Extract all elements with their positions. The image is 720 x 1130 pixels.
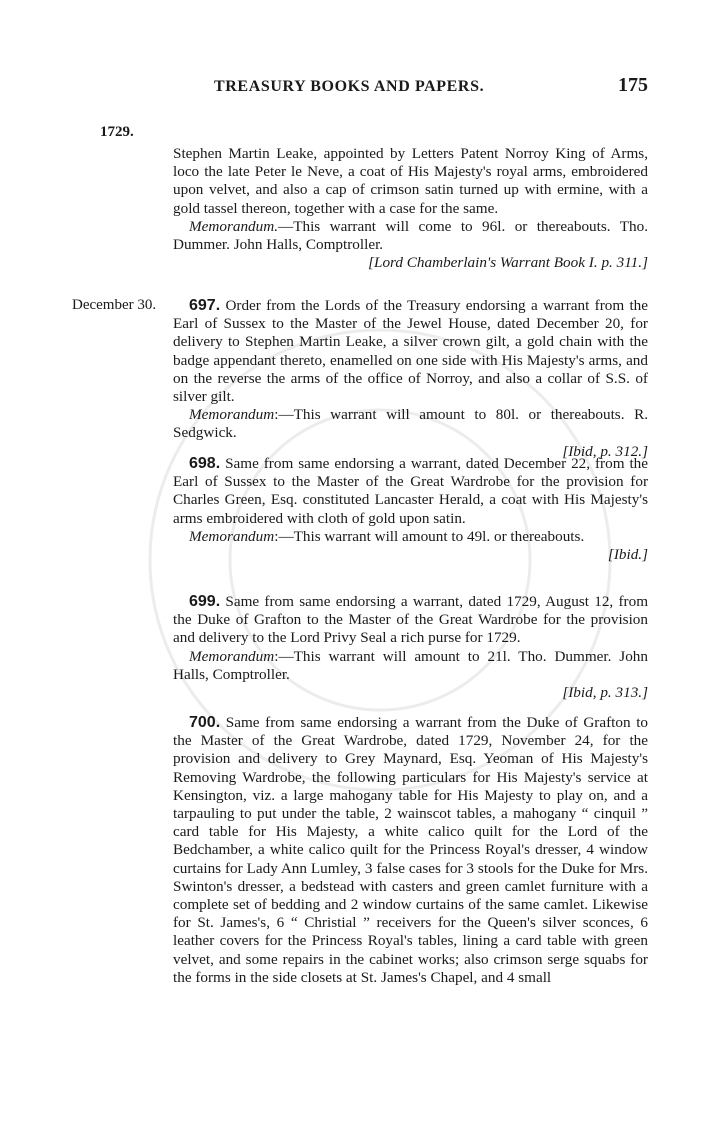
entry-text: Same from same endorsing a warrant, dated 1729, August 12, from the Duke of Grafton to the Master of the Great Wardrobe for the provision and delivery to the Lord Privy Seal a rich purse for 1729.: [173, 593, 649, 647]
memo-label: Memorandum: [189, 647, 275, 665]
entry-number: 697.: [189, 297, 221, 314]
running-title: TREASURY BOOKS AND PAPERS.: [214, 78, 485, 95]
memo-label: Memorandum: [189, 527, 275, 545]
entry-text: Same from same endorsing a warrant, dated December 22, from the Earl of Sussex to the Master of the Great Wardrobe for the provision for Charles Green, Esq. constituted Lancaster Herald, a coat with His Majesty's arms embroidered with cloth of gold upon satin.: [173, 455, 648, 527]
entry-number: 699.: [189, 593, 221, 610]
entry-699-body: [173, 593, 648, 648]
entry-699-citation: [Ibid, p. 313.]: [562, 684, 648, 702]
memo-label: Memorandum: [189, 406, 275, 424]
margin-year: 1729.: [100, 124, 134, 140]
margin-date: December 30.: [72, 297, 157, 313]
entry-698: [173, 455, 648, 564]
memo-text: :—This warrant will amount to 49l. or thereabouts.: [274, 527, 585, 545]
entry-number: 698.: [189, 455, 221, 472]
entry-697-body: [173, 297, 648, 406]
entry-697: [173, 297, 648, 461]
entry-700-body: [173, 714, 648, 987]
entry-continued-citation: [Lord Chamberlain's Warrant Book I. p. 311.]: [368, 254, 648, 272]
entry-continued: [173, 145, 648, 272]
entry-698-citation: [Ibid.]: [607, 546, 648, 564]
entry-699: [173, 593, 648, 702]
entry-698-body: [173, 455, 648, 528]
entry-text: Same from same endorsing a warrant from the Duke of Grafton to the Master of the Great Wardrobe, dated 1729, November 24, for the provision and delivery to Grey Maynard, Esq. Yeoman of His Majesty's Removing Wardrobe, the following particulars for His Majesty's service at Kensington, viz. a large mahogany table for His Majesty to play on, and a tarpauling to put under the table, 2 wainscot tables, a mahogany “ cinquil ” card table for His Majesty, a white calico quilt for the Lord of the Bedchamber, a white calico quilt for the Princess Royal's dresser, 4 window curtains for Lady Ann Lumley, 3 false cases for 3 stools for the Duke for Mrs. Swinton's dresser, a bedstead with casters and green camlet furniture with a complete set of bedding and 2 window curtains of the same camlet. Likewise for St. James's, 6 “ Christial ” receivers for the Queen's silver sconces, 6 leather covers for the Princess Royal's tables, lining a card table with green velvet, and some repairs in the cabinet works; also crimson serge squabs for the forms in the side closets at St. James's Chapel, and 4 small: [173, 714, 649, 986]
memo-text: :—This warrant will amount to 80l. or thereabouts. R. Sedgwick.: [173, 406, 648, 442]
entry-continued-body: Stephen Martin Leake, appointed by Letters Patent Norroy King of Arms, loco the late Peter le Neve, a coat of His Majesty's royal arms, embroidered upon velvet, and also a cap of crimson satin turned up with ermine, with a gold tassel thereon, together with a case for the same.: [173, 145, 648, 217]
entry-697-citation: [Ibid, p. 312.]: [562, 442, 648, 460]
memo-text: —This warrant will come to 96l. or thereabouts. Tho. Dummer. John Halls, Comptroller.: [173, 217, 648, 254]
entry-text: Order from the Lords of the Treasury endorsing a warrant from the Earl of Sussex to the Master of the Jewel House, dated December 20, for delivery to Stephen Martin Leake, a silver crown gilt, a gold chain with the badge appendant thereto, enamelled on one side with His Majesty's arms, and on the reverse the arms of the office of Norroy, and also a collar of S.S. of silver gilt.: [173, 297, 649, 406]
page-number: 175: [618, 74, 648, 96]
memo-text: :—This warrant will amount to 21l. Tho. Dummer. John Halls, Comptroller.: [173, 647, 648, 683]
entry-number: 700.: [189, 714, 221, 731]
entry-699-memo: [173, 648, 648, 684]
entry-697-memo: [173, 406, 648, 442]
entry-continued-memo: [173, 218, 648, 254]
entry-698-memo: [173, 528, 648, 546]
entry-700: [173, 714, 648, 987]
memo-label: Memorandum.: [189, 217, 279, 235]
page-header: [0, 74, 720, 102]
